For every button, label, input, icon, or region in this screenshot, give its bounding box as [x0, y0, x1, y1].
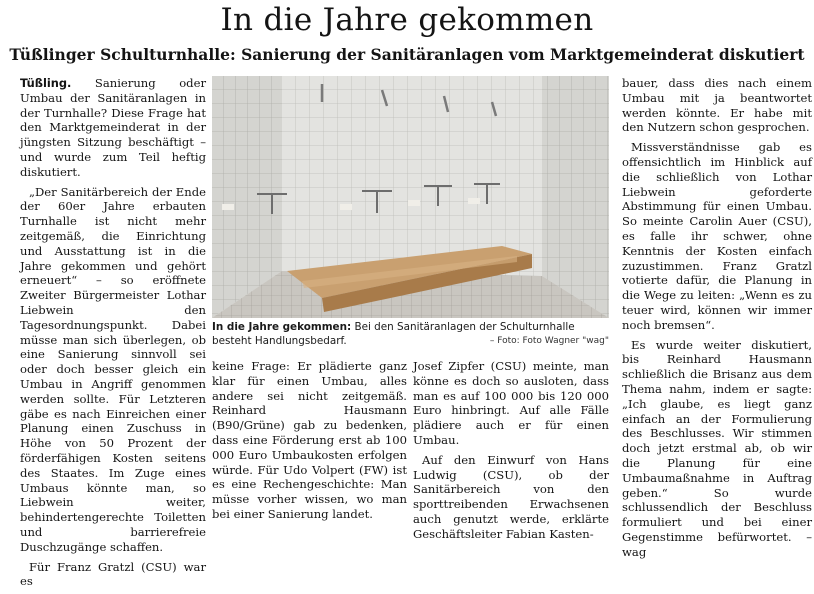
paragraph [20, 76, 206, 180]
caption-text: Bei den Sanitäranlagen der Schulturnhalle besteht Handlungsbedarf. [212, 321, 575, 347]
headline: In die Jahre gekommen [220, 2, 594, 38]
subheadline: Tüßlinger Schulturnhalle: Sanierung der Sanitäranlagen vom Marktgemeinderat diskutiert [9, 45, 805, 64]
author-signoff: – wag [622, 529, 812, 559]
dateline: Tüßling. [20, 76, 72, 90]
article-column-3 [413, 359, 609, 547]
paragraph: Auf den Einwurf von Hans Ludwig (CSU), ob der Sanitärbereich von den sporttreibenden Erwachsenen auch genutzt werde, erklärte Geschäftsleiter Fabian Kasten- [413, 452, 609, 541]
article-column-4 [622, 76, 812, 565]
paragraph: „Der Sanitärbereich der Ende der 60er Jahre erbauten Turnhalle ist nicht mehr zeitgemäß, die Einrichtung und Ausstattung ist in die Jahre gekommen und gehört erneuert“ – so eröffnete Zweiter Bürgermeister Lothar Liebwein den Tagesordnungspunkt. Dabei müsse man sich überlegen, ob eine Sanierung sinnvoll sei oder doch besser gleich ein Umbau in Angriff genommen werden sollte. Für Letzteren gäbe es nach Einreichen einer Planung einen Zuschuss in Höhe von 50 Prozent der förderfähigen Kosten seitens des Staates. Im Zuge eines Umbaus könnte man, so Liebwein weiter, behindertengerechte Toiletten und barrierefreie Duschzugänge schaffen. [20, 184, 206, 554]
paragraph: Josef Zipfer (CSU) meinte, man könne es doch so ausloten, dass man es auf 100 000 bis 120 000 Euro hinbringt. Auf alle Fälle plädiere auch er für einen Umbau. [413, 359, 609, 447]
photo-illustration [212, 76, 609, 318]
paragraph [622, 338, 812, 560]
article-column-1 [20, 76, 206, 594]
caption-lead: In die Jahre gekommen: [212, 321, 352, 333]
paragraph: bauer, dass dies nach einem Umbau mit ja beantwortet werden könnte. Er habe mit den Nutzern schon gesprochen. [622, 76, 812, 135]
photo-credit: – Foto: Foto Wagner "wag" [489, 335, 609, 346]
paragraph-text: Es wurde weiter diskutiert, bis Reinhard Hausmann schließlich die Brisanz aus dem Thema nahm, indem er sagte: „Ich glaube, es liegt ganz einfach an der Formulierung des Beschlusses. Wir stimmen doch jetzt erstmal ab, ob wir die Planung für eine Umbaumaßnahme in Auftrag geben.“ So wurde schlussendlich der Beschluss formuliert und bei einer Gegenstimme befürwortet. [622, 337, 812, 544]
paragraph: Missverständnisse gab es offensichtlich im Hinblick auf die schließlich von Lothar Liebwein geforderte Abstimmung für einen Umbau. So meinte Carolin Auer (CSU), es falle ihr schwer, ohne Kenntnis der Kosten einfach zuzustimmen. Franz Gratzl votierte dafür, die Planung in die Wege zu leiten: „Wenn es zu teuer wird, können wir immer noch bremsen“. [622, 140, 812, 332]
photo-caption [212, 321, 609, 348]
paragraph-text: Sanierung oder Umbau der Sanitäranlagen in der Turnhalle? Diese Frage hat den Marktgemeinderat in der jüngsten Sitzung beschäftigt – und wurde zum Teil heftig diskutiert. [20, 76, 207, 179]
shower-room-photo [212, 76, 609, 318]
article-column-2 [212, 359, 407, 527]
paragraph: keine Frage: Er plädierte ganz klar für einen Umbau, alles andere sei nicht zeitgemäß. Reinhard Hausmann (B90/Grüne) gab zu bedenken, dass eine Förderung erst ab 100 000 Euro Umbaukosten erfolgen würde. Für Udo Volpert (FW) ist es eine Rechengeschichte: Man müsse vorher wissen, wo man bei einer Sanierung landet. [212, 359, 407, 521]
paragraph: Für Franz Gratzl (CSU) war es [20, 559, 206, 589]
